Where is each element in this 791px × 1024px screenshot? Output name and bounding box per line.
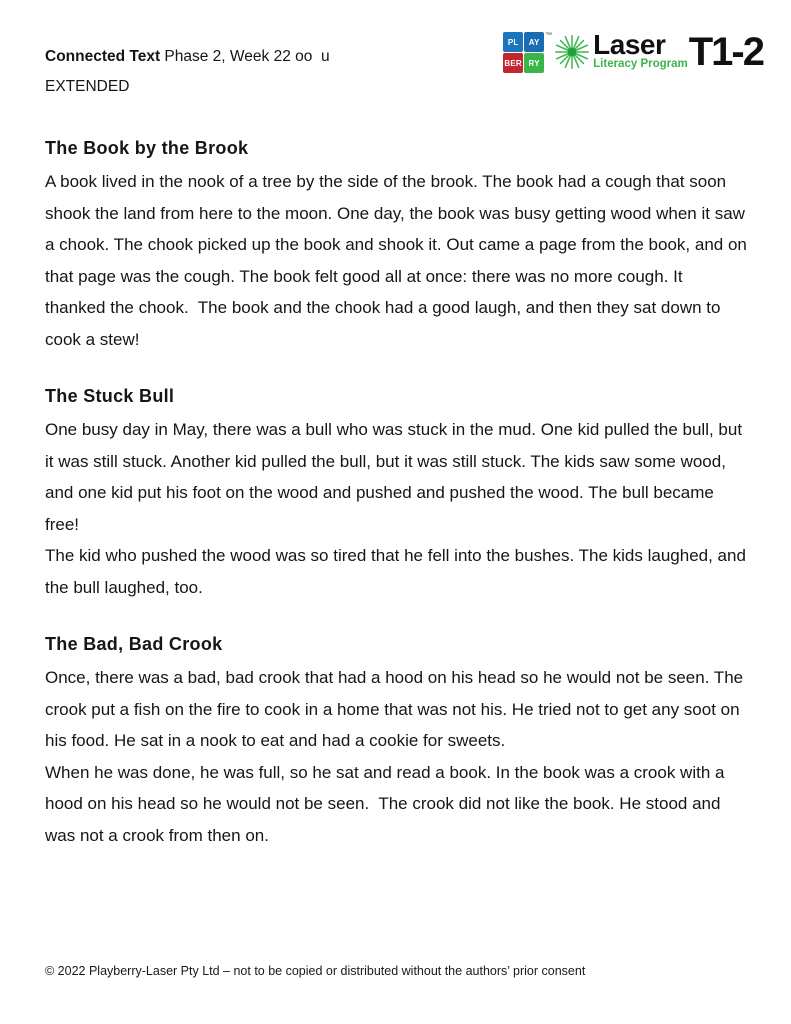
starburst-icon xyxy=(553,33,591,71)
header-text xyxy=(45,30,330,102)
story-paragraph: A book lived in the nook of a tree by the side of the brook. The book had a cough that soon shook the land from here to the moon. One day, the book was busy getting wood when it saw a chook. The chook picked up the book and shook it. Out came a page from the book, and on that page was the cough. The book felt good all at once: there was no more cough. It thanked the chook. The book and the chook had a good laugh, and then they sat down to cook a stew! xyxy=(45,172,752,349)
doc-type-label: Connected Text xyxy=(45,48,161,65)
story-title: The Book by the Brook xyxy=(45,138,249,158)
story-paragraph: One busy day in May, there was a bull who was stuck in the mud. One kid pulled the bull, but it was still stuck. Another kid pulled the bull, but it was still stuck. The kids saw some wood, and one kid put his foot on the wood and pushed and pushed the wood. The bull became free! xyxy=(45,420,747,534)
laser-literacy-logo xyxy=(503,30,763,73)
doc-title-line xyxy=(45,42,330,72)
playberry-puzzle-logo xyxy=(503,32,544,73)
doc-edition-label: EXTENDED xyxy=(45,78,130,95)
puzzle-piece-ay: AY xyxy=(524,32,544,52)
story-paragraph: The kid who pushed the wood was so tired that he fell into the bushes. The kids laughed, and the bull laughed, too. xyxy=(45,546,751,597)
story-stuck-bull xyxy=(45,386,751,603)
story-title: The Stuck Bull xyxy=(45,386,175,406)
puzzle-piece-ber: BER xyxy=(503,53,523,73)
brand-name: Laser xyxy=(593,29,666,60)
trademark-symbol: ™ xyxy=(545,32,553,39)
brand-subtitle: Literacy Program xyxy=(593,58,688,70)
story-paragraph: Once, there was a bad, bad crook that had a hood on his head so he would not be seen. The crook put a fish on the fire to cook in a home that was not his. He tried not to get any soot on his food. He sat in a nook to eat and had a cookie for sweets. xyxy=(45,668,748,750)
stories-container xyxy=(45,138,752,851)
copyright-notice: © 2022 Playberry-Laser Pty Ltd – not to be copied or distributed without the authors’ prior consent xyxy=(45,964,586,978)
story-bad-bad-crook xyxy=(45,634,747,851)
story-title: The Bad, Bad Crook xyxy=(45,634,223,654)
level-badge: T1-2 xyxy=(688,29,763,74)
doc-phase-label: Phase 2, Week 22 oo u xyxy=(160,48,330,65)
story-book-by-the-brook xyxy=(45,138,752,355)
page-header xyxy=(45,30,763,102)
story-paragraph: When he was done, he was full, so he sat and read a book. In the book was a crook with a hood on his head so he would not be seen. The crook did not like the book. He stood and was not a crook from then on. xyxy=(45,762,730,845)
puzzle-piece-pl: PL xyxy=(503,32,523,52)
puzzle-piece-ry: RY xyxy=(524,53,544,73)
brand-text xyxy=(593,29,688,71)
